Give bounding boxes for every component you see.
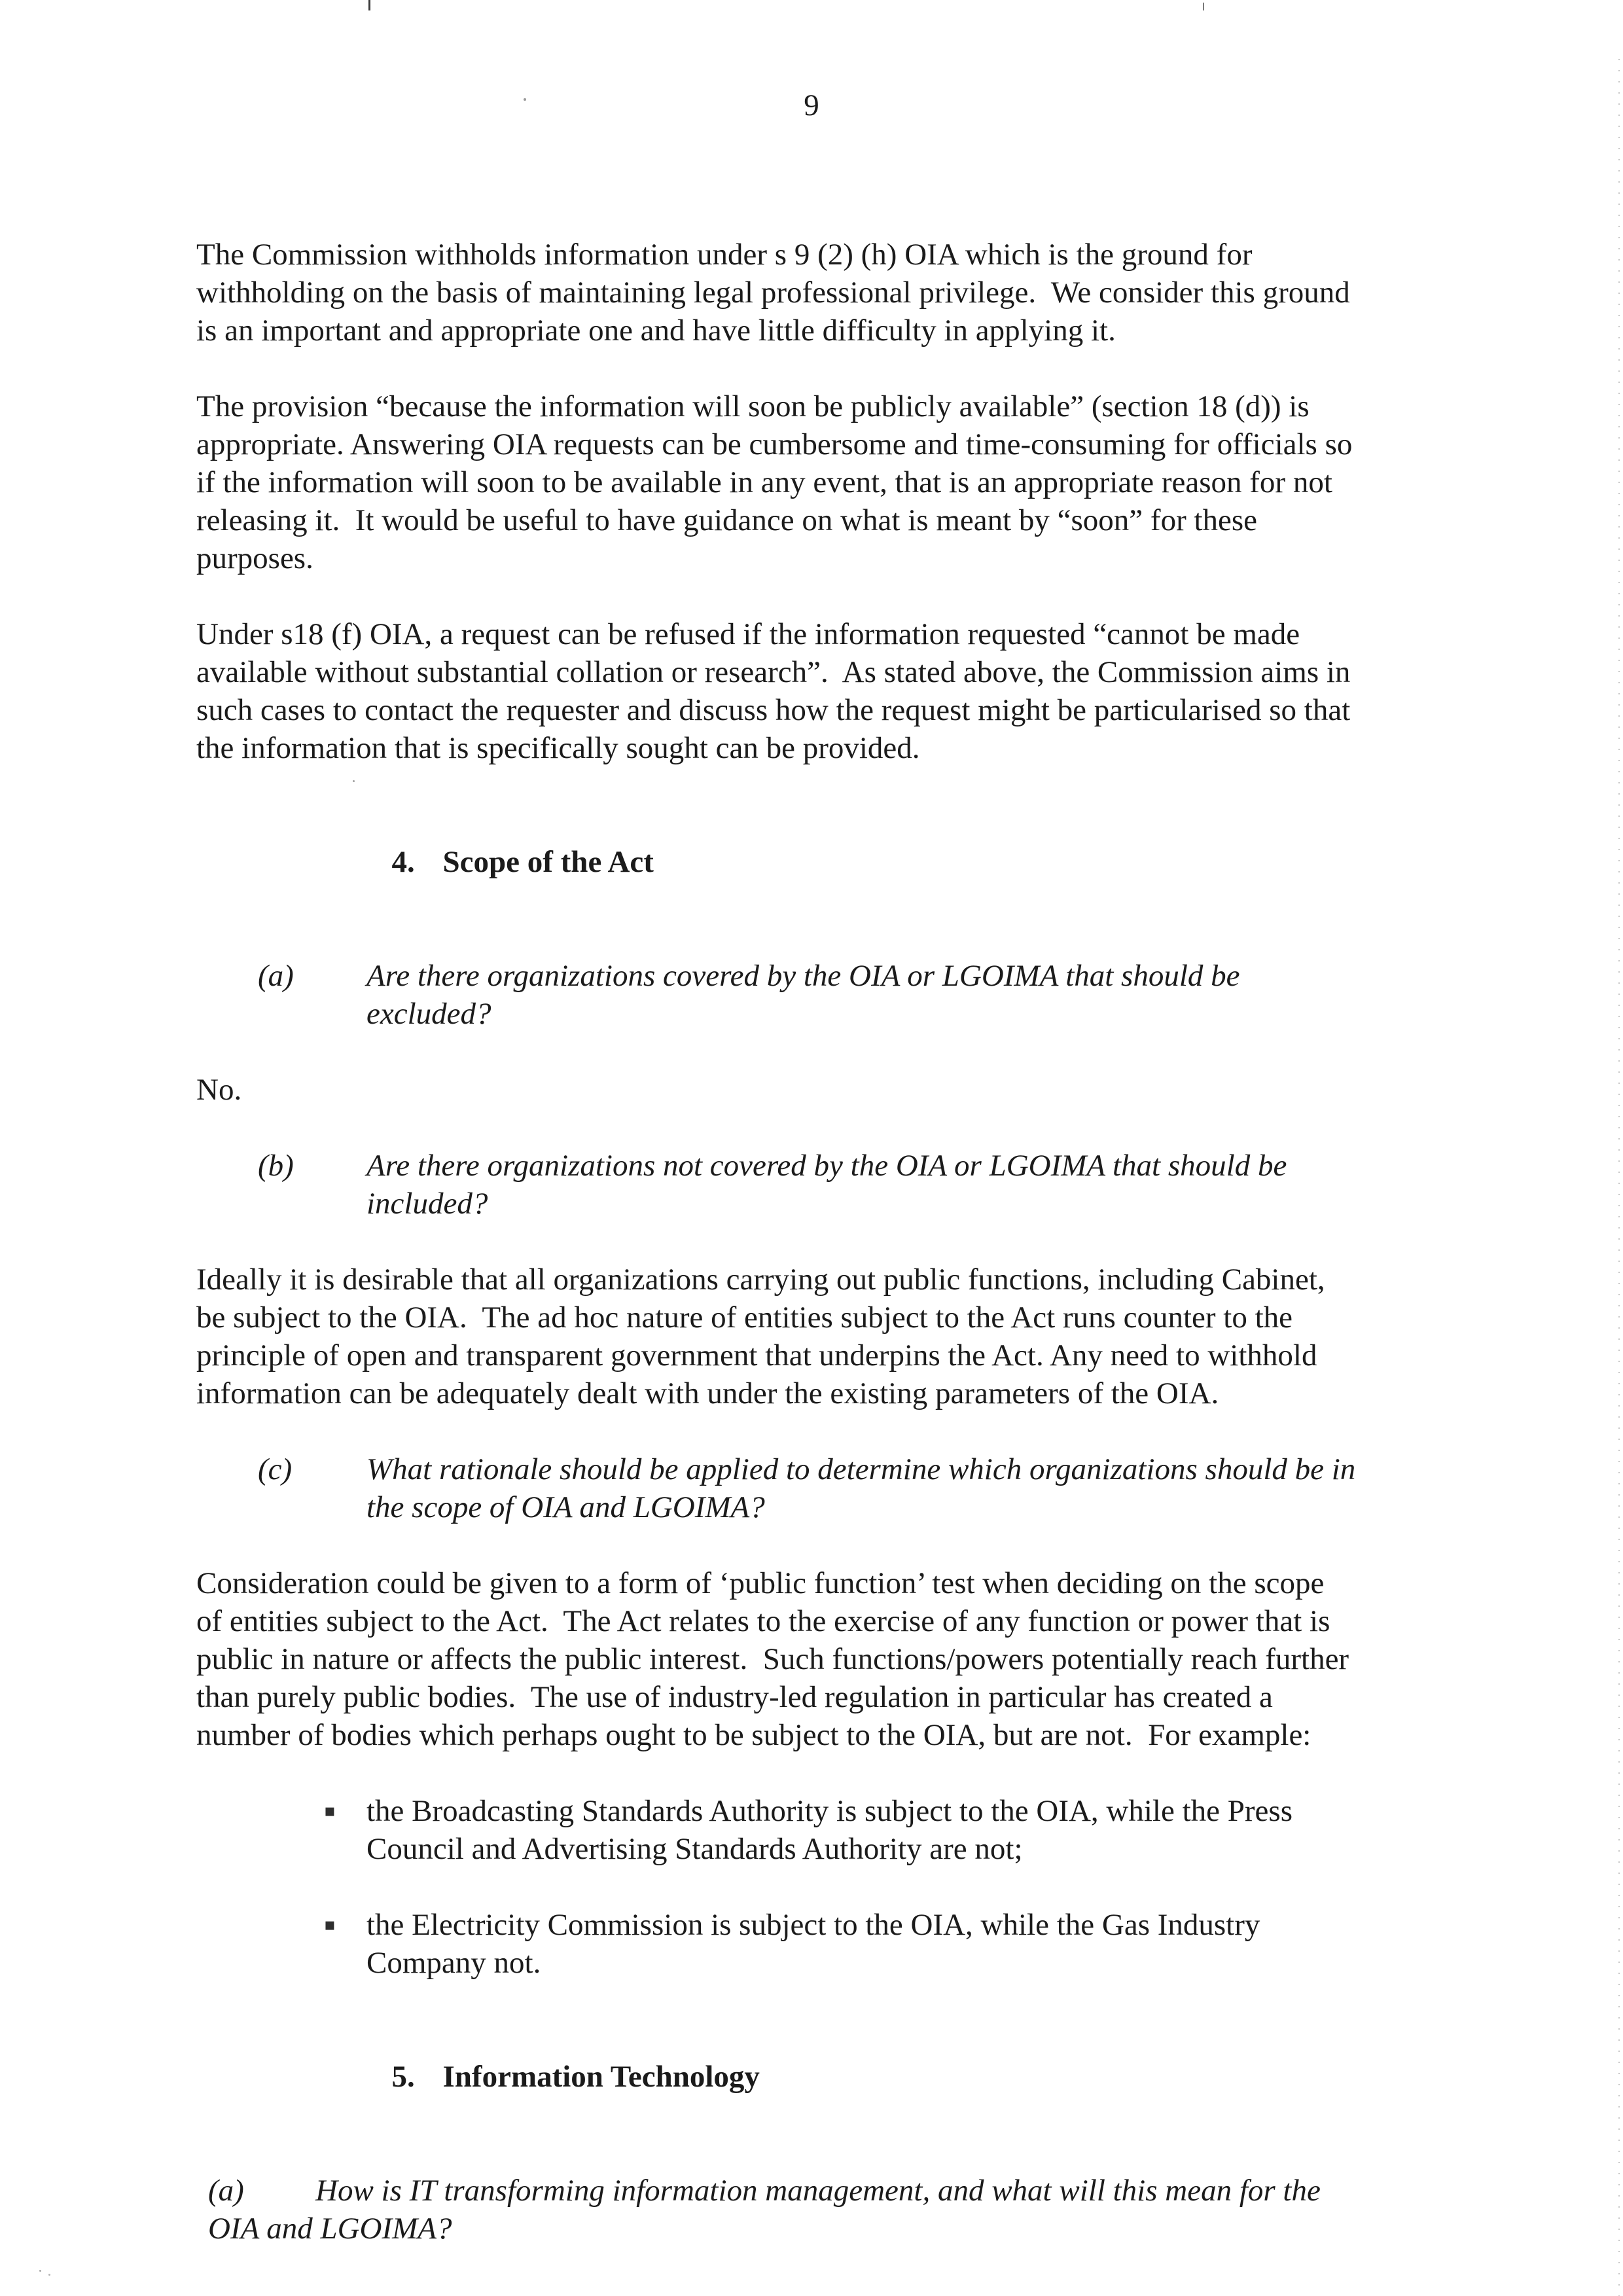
paragraph-line: The Commission withholds information under s 9 (2) (h) OIA which is the ground for [196, 238, 1253, 272]
question-4a-label: (a) [258, 959, 294, 993]
paragraph-line: available without substantial collation or research”. As stated above, the Commission aims in [196, 655, 1351, 689]
question-4c [258, 1450, 1453, 1526]
question-5a [208, 2172, 1453, 2248]
paragraph-line: if the information will soon to be available in any event, that is an appropriate reason for not [196, 465, 1332, 499]
question-5a-first-line [208, 2172, 1453, 2210]
paragraph-substantial-collation [196, 615, 1453, 767]
paragraph-line: the information that is specifically sought can be provided. [196, 731, 920, 765]
section-5-title: Information Technology [442, 2060, 760, 2094]
bullet-item-electricity [324, 1906, 1453, 1982]
question-line: What rationale should be applied to determine which organizations should be in [366, 1452, 1356, 1486]
bullet-line: the Broadcasting Standards Authority is subject to the OIA, while the Press [366, 1794, 1293, 1828]
section-4-title: Scope of the Act [442, 845, 654, 879]
paragraph-legal-privilege [196, 236, 1453, 350]
page-content [196, 0, 1453, 2248]
paragraph-line: principle of open and transparent government that underpins the Act. Any need to withhold [196, 1338, 1317, 1372]
paragraph-line: releasing it. It would be useful to have guidance on what is meant by “soon” for these [196, 503, 1258, 537]
paragraph-line: Ideally it is desirable that all organizations carrying out public functions, including Cabinet, [196, 1263, 1325, 1297]
paragraph-line: purposes. [196, 541, 313, 575]
paragraph-line: is an important and appropriate one and have little difficulty in applying it. [196, 314, 1116, 348]
paragraph-consideration [196, 1564, 1453, 1754]
question-line: OIA and LGOIMA? [208, 2212, 452, 2246]
section-4-number: 4. [391, 845, 415, 879]
answer-4a: No. [196, 1073, 242, 1107]
question-4c-text [366, 1450, 1453, 1526]
question-4a [258, 957, 1453, 1033]
section-4-heading [346, 805, 1453, 919]
page-number: 9 [804, 88, 819, 122]
paragraph-line: public in nature or affects the public interest. Such functions/powers potentially reach further [196, 1642, 1349, 1676]
paragraph-line: information can be adequately dealt with under the existing parameters of the OIA. [196, 1376, 1219, 1410]
square-bullet-icon: ▪ [324, 1915, 336, 1935]
scan-artifact-tick [1203, 3, 1204, 10]
question-4b-label: (b) [258, 1149, 294, 1183]
bullet-line: the Electricity Commission is subject to the OIA, while the Gas Industry [366, 1908, 1260, 1942]
paragraph-line: withholding on the basis of maintaining legal professional privilege. We consider this ground [196, 276, 1350, 310]
question-4b-text [366, 1147, 1453, 1223]
section-5-number: 5. [391, 2060, 415, 2094]
square-bullet-icon: ▪ [324, 1801, 336, 1821]
question-line: Are there organizations not covered by the OIA or LGOIMA that should be [366, 1149, 1287, 1183]
question-4b [258, 1147, 1453, 1223]
question-line: the scope of OIA and LGOIMA? [366, 1490, 765, 1524]
scan-artifact-edge-dots [1618, 59, 1620, 2296]
scan-artifact-speck [353, 780, 355, 782]
bullet-item-broadcasting [324, 1792, 1453, 1868]
bullet-line: Council and Advertising Standards Authority are not; [366, 1832, 1023, 1866]
paragraph-line: The provision “because the information will soon be publicly available” (section 18 (d)) is [196, 389, 1310, 423]
paragraph-line: than purely public bodies. The use of industry-led regulation in particular has created a [196, 1680, 1273, 1714]
paragraph-line: number of bodies which perhaps ought to be subject to the OIA, but are not. For example: [196, 1718, 1311, 1752]
section-5-heading [346, 2020, 1453, 2134]
paragraph-line: appropriate. Answering OIA requests can be cumbersome and time-consuming for officials so [196, 427, 1353, 461]
question-line: How is IT transforming information management, and what will this mean for the [315, 2174, 1321, 2208]
paragraph-line: be subject to the OIA. The ad hoc nature of entities subject to the Act runs counter to the [196, 1300, 1293, 1335]
paragraph-ideally [196, 1261, 1453, 1412]
paragraph-line: such cases to contact the requester and discuss how the request might be particularised so that [196, 693, 1351, 727]
bullet-text [366, 1906, 1453, 1982]
scan-artifact-speck [39, 2270, 41, 2272]
paragraph-line: Under s18 (f) OIA, a request can be refused if the information requested “cannot be made [196, 617, 1300, 651]
question-line: excluded? [366, 997, 491, 1031]
scan-artifact-speck [524, 98, 526, 101]
question-line: Are there organizations covered by the OIA or LGOIMA that should be [366, 959, 1240, 993]
paragraph-line: Consideration could be given to a form of ‘public function’ test when deciding on the scope [196, 1566, 1325, 1600]
bullet-text [366, 1792, 1453, 1868]
question-4a-text [366, 957, 1453, 1033]
question-5a-label: (a) [208, 2174, 244, 2208]
question-4c-label: (c) [258, 1452, 293, 1486]
scan-artifact-speck [48, 2274, 50, 2276]
question-line: included? [366, 1187, 488, 1221]
bullet-line: Company not. [366, 1946, 541, 1980]
paragraph-line: of entities subject to the Act. The Act relates to the exercise of any function or power that is [196, 1604, 1330, 1638]
paragraph-publicly-available [196, 387, 1453, 577]
scan-artifact-tick [368, 0, 370, 10]
